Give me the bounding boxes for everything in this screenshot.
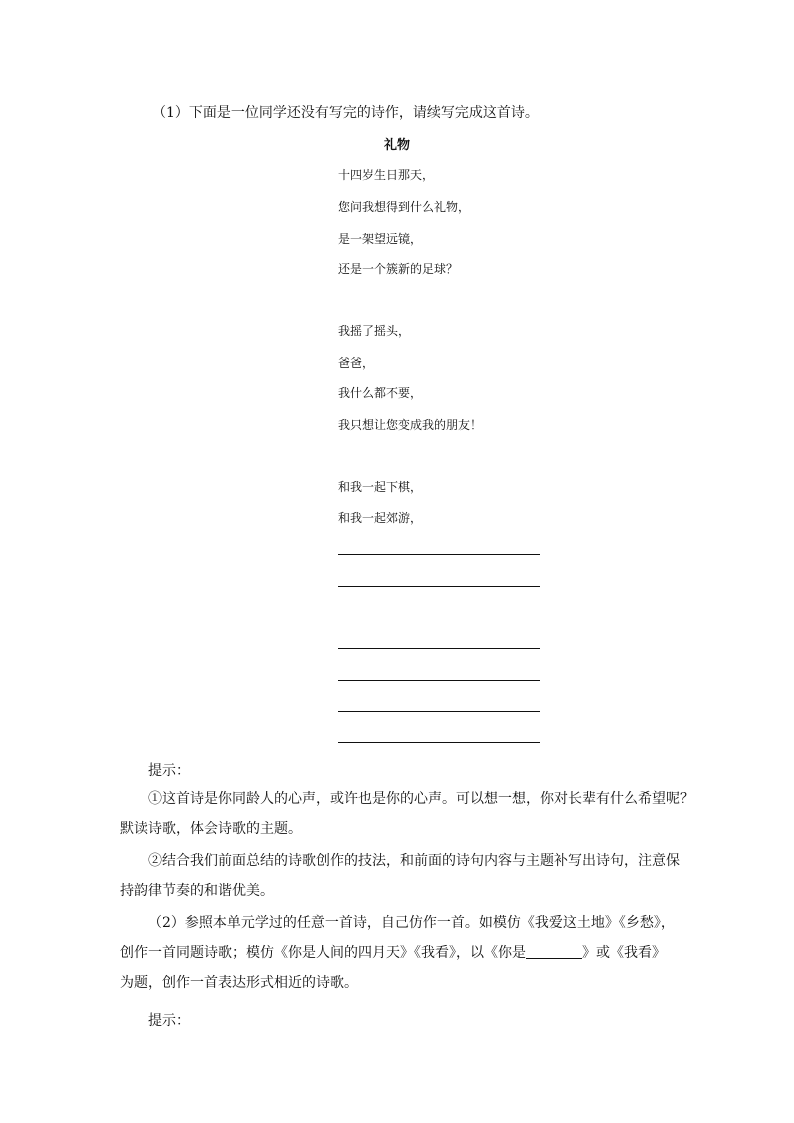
tip-2-line-1: ②结合我们前面总结的诗歌创作的技法，和前面的诗句内容与主题补写出诗句，注意保 bbox=[148, 853, 680, 869]
answer-blank-line[interactable] bbox=[338, 648, 540, 649]
tips-label-2: 提示： bbox=[148, 1013, 190, 1029]
poem-line: 和我一起郊游， bbox=[338, 511, 423, 525]
question-2-line-1: （2）参照本单元学过的任意一首诗，自己仿作一首。如模仿《我爱这土地》《乡愁》， bbox=[148, 915, 675, 931]
question-2-line-2-start: 创作一首同题诗歌；模仿《你是人间的四月天》《我看》，以《你是 bbox=[120, 945, 526, 961]
answer-blank-line[interactable] bbox=[338, 586, 540, 587]
poem-line: 是一架望远镜， bbox=[338, 232, 423, 246]
poem-line: 我摇了摇头， bbox=[338, 324, 411, 338]
question-2-line-2-end: 》或《我看》 bbox=[582, 945, 666, 961]
poem-line: 还是一个簇新的足球？ bbox=[338, 262, 459, 276]
answer-blank-line[interactable] bbox=[338, 554, 540, 555]
question-2-line-2 bbox=[120, 938, 692, 968]
answer-blank-line[interactable] bbox=[338, 742, 540, 743]
poem-line: 爸爸， bbox=[338, 356, 375, 370]
poem-line: 您问我想得到什么礼物， bbox=[338, 200, 471, 214]
tip-1-line-1: ①这首诗是你同龄人的心声，或许也是你的心声。可以想一想，你对长辈有什么希望呢？ bbox=[148, 791, 694, 807]
answer-blank-line[interactable] bbox=[338, 711, 540, 712]
poem-title: 礼物 bbox=[384, 138, 411, 153]
answer-blank-line[interactable] bbox=[338, 680, 540, 681]
tips-label: 提示： bbox=[148, 763, 190, 779]
question-2-prompt bbox=[120, 908, 692, 998]
title-fill-blank[interactable] bbox=[526, 944, 582, 959]
question-1-prompt: （1）下面是一位同学还没有写完的诗作，请续写完成这首诗。 bbox=[152, 105, 539, 121]
tip-1-line-2: 默读诗歌，体会诗歌的主题。 bbox=[120, 821, 302, 837]
poem-line: 和我一起下棋， bbox=[338, 480, 423, 494]
tip-1 bbox=[120, 784, 694, 844]
poem-line: 我只想让您变成我的朋友！ bbox=[338, 418, 483, 432]
poem-line: 我什么都不要， bbox=[338, 386, 423, 400]
tip-2-line-2: 持韵律节奏的和谐优美。 bbox=[120, 883, 274, 899]
tip-2 bbox=[120, 846, 690, 906]
poem-line: 十四岁生日那天， bbox=[338, 168, 435, 182]
question-2-line-3: 为题，创作一首表达形式相近的诗歌。 bbox=[120, 975, 358, 991]
